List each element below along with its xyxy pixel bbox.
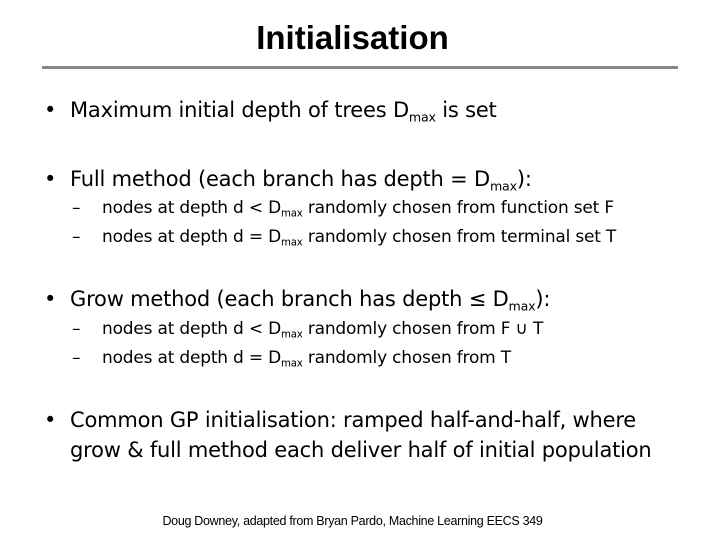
slide-title: Initialisation	[256, 19, 449, 56]
sub-item-text: nodes at depth $d < D_{max}$ randomly chosen from F ∪ T	[102, 319, 544, 341]
dash-icon: –	[72, 319, 81, 339]
sub-item-full-terminal-set	[72, 226, 692, 248]
sub-item-grow-f-union-t	[72, 318, 692, 340]
footer-credit: Doug Downey, adapted from Bryan Pardo, Machine Learning EECS 349	[162, 514, 543, 528]
sub-item-grow-terminal	[72, 347, 692, 369]
bullet-text: Full method (each branch has depth = $D_{max}$):	[70, 167, 532, 194]
sub-item-text: nodes at depth $d = D_{max}$ randomly chosen from terminal set T	[102, 227, 617, 249]
bullet-grow-method	[44, 284, 684, 314]
bullet-icon: •	[44, 408, 57, 432]
dash-icon: –	[72, 227, 81, 247]
bullet-text-line: grow & full method each deliver half of initial population	[70, 438, 652, 462]
bullet-text: Grow method (each branch has depth ≤ $D_{max}$):	[70, 287, 551, 314]
bullet-full-method	[44, 164, 684, 194]
sub-item-full-function-set	[72, 197, 692, 219]
dash-icon: –	[72, 198, 81, 218]
bullet-max-depth	[44, 95, 684, 125]
bullet-icon: •	[44, 98, 57, 122]
sub-item-text: nodes at depth $d = D_{max}$ randomly chosen from T	[102, 348, 511, 370]
bullet-text	[70, 405, 684, 465]
bullet-icon: •	[44, 167, 57, 191]
bullet-text-line: Common GP initialisation: ramped half-and-half, where	[70, 408, 637, 432]
title-divider	[42, 66, 678, 69]
sub-item-text: nodes at depth $d < D_{max}$ randomly chosen from function set F	[102, 198, 614, 220]
bullet-text: Maximum initial depth of trees $D_{max}$ is set	[70, 98, 497, 125]
bullet-ramped-half-and-half	[44, 405, 684, 465]
bullet-icon: •	[44, 287, 57, 311]
dash-icon: –	[72, 348, 81, 368]
